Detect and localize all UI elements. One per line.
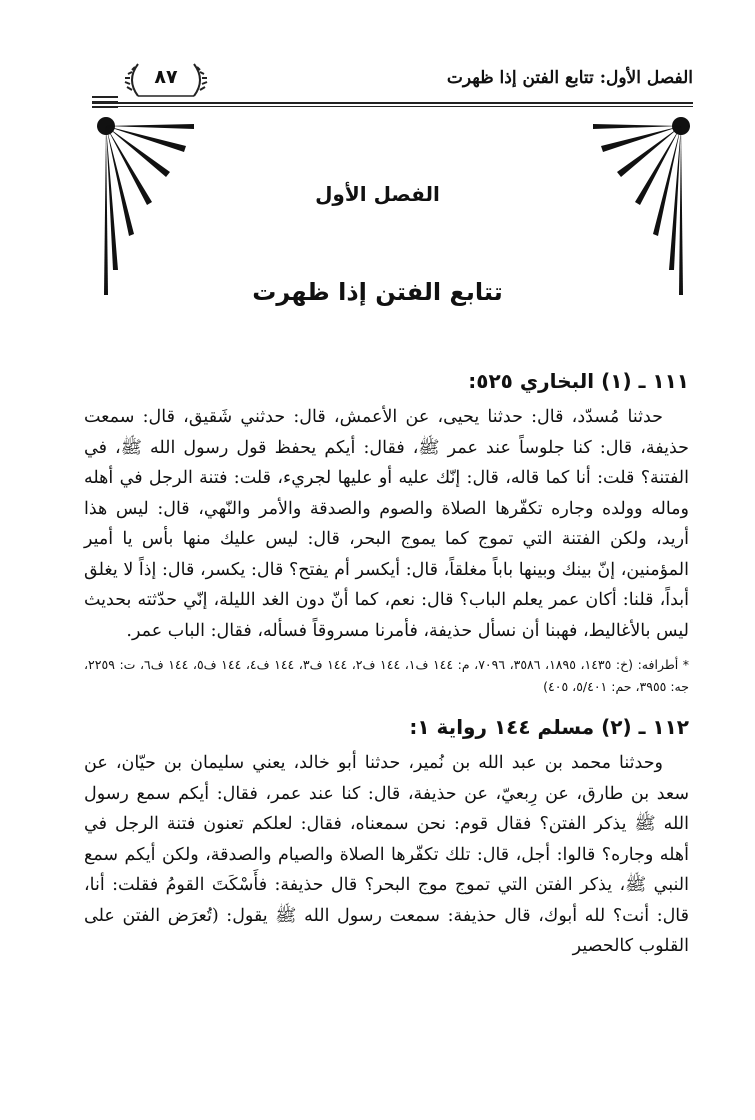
- page-number: ٨٧: [154, 66, 178, 88]
- hadith-entry: [84, 366, 689, 698]
- hadith-entry: [84, 712, 689, 962]
- chapter-title: تتابع الفتن إذا ظهرت: [252, 278, 503, 306]
- hadith-text: حدثنا مُسدّد، قال: حدثنا يحيى، عن الأعمش، قال: حدثني شَقيق، قال: سمعت حذيفة، قال: كنا جلوساً عند عمر ﷺ، فقال: أيكم يحفظ قول رسول الله ﷺ، في الفتنة؟ قلت: أنا كما قاله، قال: إنّك عليه أو عليها لجريء، قلت: فتنة الرجل في أهله وماله وولده وجاره تكفّرها الصلاة والصوم والصدقة والأمر والنّهي، قال: ليس هذا أريد، ولكن الفتنة التي تموج كما يموج البحر، قال: ليس عليك منها بأس يا أمير المؤمنين، إنّ بينك وبينها باباً مغلقاً، قال: أيكسر أم يفتح؟ قال: يكسر، قال: إذاً لا يغلق أبداً، قلنا: أكان عمر يعلم الباب؟ قال: نعم، كما أنّ دون الغد الليلة، إنّي حدّثته بحديث ليس بالأغاليط، فهبنا أن نسأل حذيفة، فأمرنا مسروقاً فسأله، فقال: الباب عمر.: [84, 407, 689, 641]
- hadith-heading: ١١١ ـ (١) البخاري ٥٢٥:: [468, 369, 689, 393]
- running-header: [92, 62, 693, 108]
- main-content: [84, 366, 689, 962]
- hadith-references: * أطرافه: (خ: ١٤٣٥، ١٨٩٥، ٣٥٨٦، ٧٠٩٦، م: ١٤٤ ف١، ١٤٤ ف٢، ١٤٤ ف٣، ١٤٤ ف٤، ١٤٤ ف٥، ١٤٤ ف٦، ت: ٢٢٥٩، جه: ٣٩٥٥، حم: ٥/٤٠١، ٤٠٥): [84, 657, 690, 694]
- running-title: الفصل الأول: تتابع الفتن إذا ظهرت: [446, 68, 693, 88]
- hadith-text: وحدثنا محمد بن عبد الله بن نُمير، حدثنا أبو خالد، يعني سليمان بن حيّان، عن سعد بن طارق، عن رِبعيّ، عن حذيفة، قال: كنا عند عمر، فقال: أيكم سمع رسول الله ﷺ يذكر الفتن؟ فقال قوم: نحن سمعناه، فقال: لعلكم تعنون فتنة الرجل في أهله وجاره؟ قالوا: أجل، قال: تلك تكفّرها الصلاة والصيام والصدقة، ولكن أيكم سمع النبي ﷺ، يذكر الفتن التي تموج موج البحر؟ قال حذيفة: فأَسْكَتَ القومُ فقلت: أنا، قال: أنت؟ لله أبوك، قال حذيفة: سمعت رسول الله ﷺ يقول: (تُعرَض الفتن على القلوب كالحصير: [84, 753, 689, 956]
- chapter-heading: الفصل الأول: [315, 182, 440, 206]
- hadith-heading: ١١٢ ـ (٢) مسلم ١٤٤ رواية ١:: [409, 715, 689, 739]
- header-rule: [92, 102, 693, 107]
